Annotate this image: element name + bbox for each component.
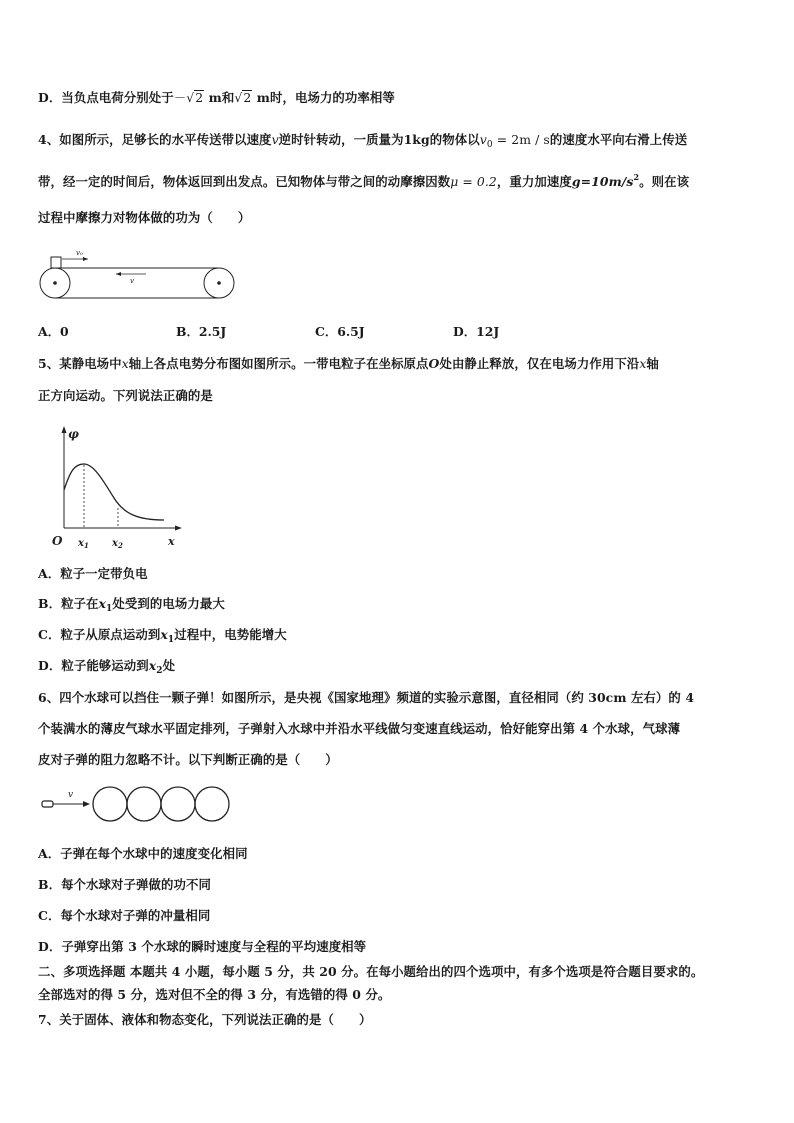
q5-option-c bbox=[38, 625, 287, 645]
q4-l1c: 的速度水平向右滑上传送 bbox=[549, 132, 688, 147]
q3-optd-unit2: m时，电场力的功率相等 bbox=[252, 90, 395, 105]
q4-g-sup: 2 bbox=[633, 172, 640, 182]
q5-l1c: 处由静止释放，仅在电场力作用下沿 bbox=[439, 356, 640, 371]
block bbox=[51, 257, 61, 268]
q5-option-d bbox=[38, 656, 175, 676]
q5-l1b: 轴上各点电势分布图如图所示。一带电粒子在坐标原点 bbox=[128, 356, 429, 371]
phi-label: φ bbox=[68, 427, 79, 441]
q4-mu: μ = 0.2 bbox=[450, 174, 497, 189]
x-axis-label: x bbox=[168, 535, 175, 548]
q5-optb-b: 处受到的电场力最大 bbox=[112, 596, 225, 611]
v-label: v bbox=[130, 277, 134, 285]
q5-l1d: 轴 bbox=[646, 356, 659, 371]
water-ball-4 bbox=[195, 787, 229, 821]
q6-option-a: A．子弹在每个水球中的速度变化相同 bbox=[38, 846, 248, 861]
q7-line1: 7、关于固体、液体和物态变化，下列说法正确的是（ ） bbox=[38, 1012, 372, 1027]
minus-sign: － bbox=[173, 90, 187, 105]
q4-line1 bbox=[38, 130, 687, 150]
q3-optd-unit1: m和 bbox=[204, 90, 235, 105]
q4-v0-eq: = 2m / s bbox=[492, 132, 550, 147]
q5-optd-b: 处 bbox=[162, 658, 176, 673]
q6-line3: 皮对子弹的阻力忽略不计。以下判断正确的是（ ） bbox=[38, 752, 338, 767]
q4-g: g=10m/s bbox=[571, 174, 634, 189]
q5-O: O bbox=[428, 356, 440, 371]
potential-graph-figure bbox=[48, 424, 188, 550]
q4-option-d: D．12J bbox=[453, 324, 500, 339]
sqrt-value-2: 2 bbox=[243, 90, 252, 105]
bullet bbox=[42, 801, 53, 807]
q5-optc-x: x bbox=[160, 627, 168, 642]
q4-option-a: A．0 bbox=[38, 324, 69, 339]
potential-curve bbox=[64, 464, 164, 520]
q5-optd-x: x bbox=[148, 658, 157, 673]
water-balls-figure bbox=[36, 784, 241, 826]
water-ball-1 bbox=[93, 787, 127, 821]
q5-x2: x bbox=[639, 356, 647, 371]
q4-line3: 过程中摩擦力对物体做的功为（ ） bbox=[38, 210, 251, 225]
q5-optd-a: D．粒子能够运动到 bbox=[38, 658, 149, 673]
q6-option-b: B．每个水球对子弹做的功不同 bbox=[38, 877, 211, 892]
q4-l2a: 带，经一定的时间后，物体返回到出发点。已知物体与带之间的动摩擦因数 bbox=[38, 174, 451, 189]
q5-line2: 正方向运动。下列说法正确的是 bbox=[38, 388, 213, 403]
q5-optb-x: x bbox=[98, 596, 107, 611]
sqrt-value-1: 2 bbox=[195, 90, 204, 105]
q5-optc-b: 过程中，电势能增大 bbox=[174, 627, 287, 642]
q6-line1: 6、四个水球可以挡住一颗子弹！如图所示，是央视《国家地理》频道的实验示意图，直径相同（约 30cm 左右）的 4 bbox=[38, 690, 695, 705]
q6-line2: 个装满水的薄皮气球水平固定排列，子弹射入水球中并沿水平线做匀变速直线运动，恰好能穿出第 4 个水球，气球薄 bbox=[38, 721, 681, 736]
q4-l1b: 逆时针转动，一质量为1kg的物体以 bbox=[278, 132, 480, 147]
q4-var-v: v bbox=[271, 132, 279, 147]
water-ball-3 bbox=[161, 787, 195, 821]
velocity-label: v bbox=[68, 790, 74, 800]
q5-l1a: 5、某静电场中 bbox=[38, 356, 122, 371]
q6-option-d: D．子弹穿出第 3 个水球的瞬时速度与全程的平均速度相等 bbox=[38, 939, 367, 954]
origin-label: O bbox=[52, 534, 63, 548]
q3-optd-prefix: D．当负点电荷分别处于 bbox=[38, 90, 174, 105]
q5-line1 bbox=[38, 354, 659, 372]
x2-label: $x_2$ bbox=[112, 538, 123, 550]
q4-option-c: C．6.5J bbox=[315, 324, 365, 339]
q5-optd-sub: 2 bbox=[156, 666, 163, 676]
q4-l2b: ，重力加速度 bbox=[496, 174, 572, 189]
q6-option-c: C．每个水球对子弹的冲量相同 bbox=[38, 908, 211, 923]
conveyor-belt-figure bbox=[36, 245, 241, 303]
water-ball-2 bbox=[127, 787, 161, 821]
q5-optb-a: B．粒子在 bbox=[38, 596, 99, 611]
q5-optc-sub: 1 bbox=[167, 635, 175, 645]
q4-l2c: 。则在该 bbox=[639, 174, 690, 189]
section2-line2: 全部选对的得 5 分，选对但不全的得 3 分，有选错的得 0 分。 bbox=[38, 987, 391, 1002]
q4-option-b: B．2.5J bbox=[176, 324, 227, 339]
v0-label: v₀ bbox=[76, 249, 83, 257]
q5-x: x bbox=[121, 356, 129, 371]
section2-line1: 二、多项选择题 本题共 4 小题，每小题 5 分，共 20 分。在每小题给出的四个选项中，有多个选项是符合题目要求的。 bbox=[38, 964, 704, 979]
q5-optb-sub: 1 bbox=[106, 604, 113, 614]
q4-l1a: 4、如图所示，足够长的水平传送带以速度 bbox=[38, 132, 272, 147]
q4-var-v0: v bbox=[479, 132, 487, 147]
q4-line2 bbox=[38, 172, 689, 190]
q4-v0-sub: 0 bbox=[486, 140, 493, 150]
q3-option-d: D．当负点电荷分别处于－√2 m和√2 m时，电场力的功率相等 bbox=[38, 90, 395, 105]
x1-label: $x_1$ bbox=[78, 538, 89, 550]
q5-option-a: A．粒子一定带负电 bbox=[38, 566, 148, 581]
q5-option-b bbox=[38, 594, 225, 614]
q5-optc-a: C．粒子从原点运动到 bbox=[38, 627, 161, 642]
